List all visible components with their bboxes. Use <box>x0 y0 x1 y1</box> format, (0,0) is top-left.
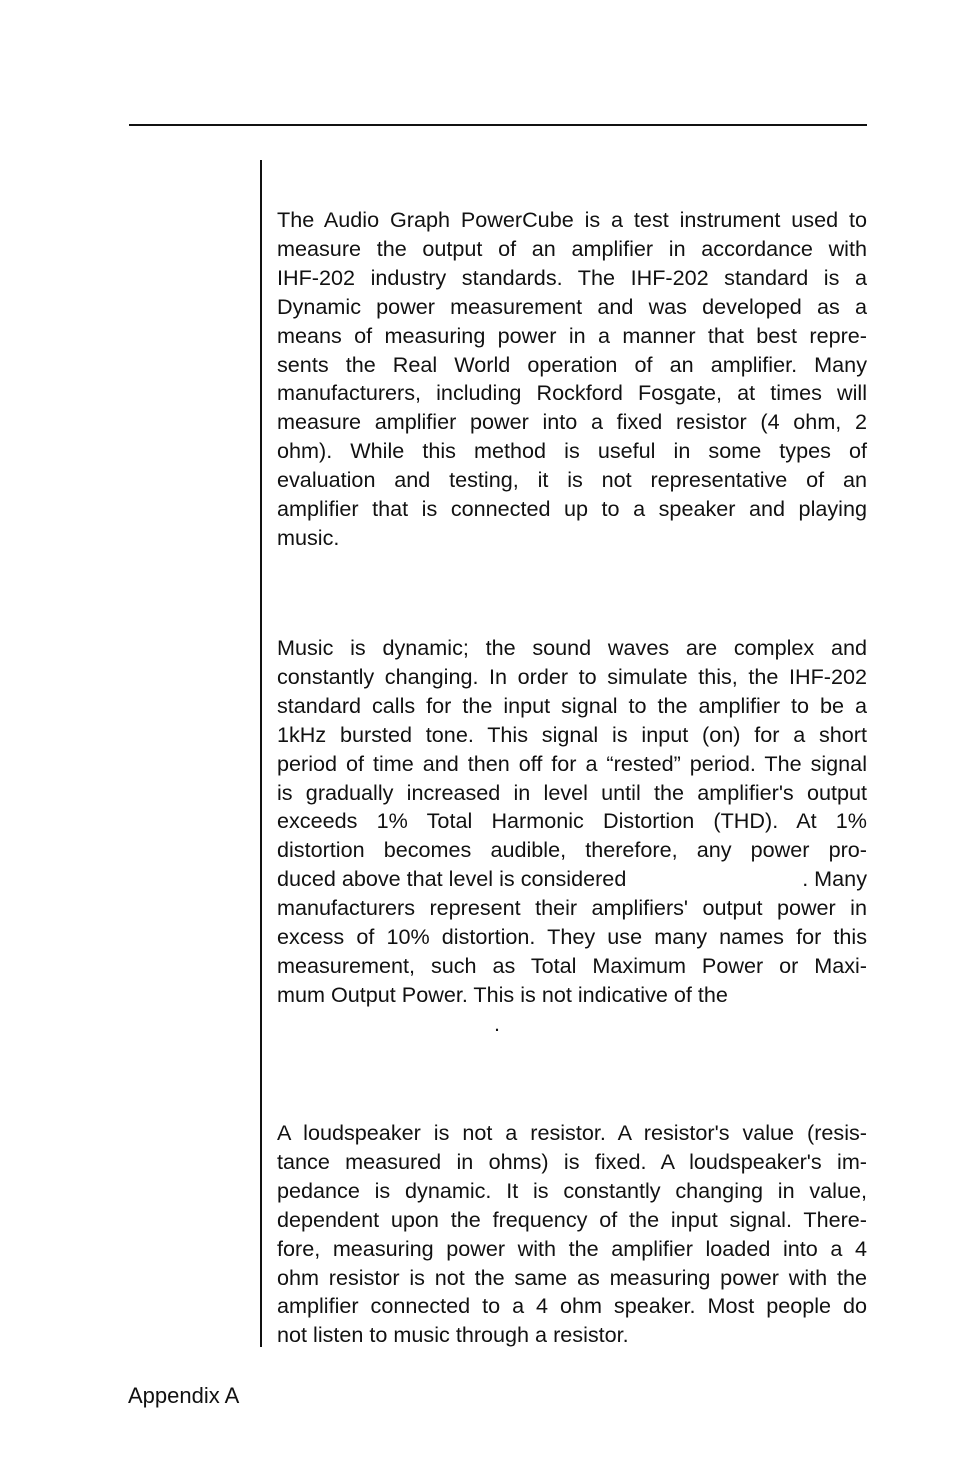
text-line: exceeds 1% Total Harmonic Distortion (THD). At 1% <box>277 808 867 834</box>
text-line: is gradually increased in level until the amplifier's output <box>277 779 867 805</box>
text-line: amplifier that is connected up to a speaker and playing <box>277 496 867 522</box>
text-line: sents the Real World operation of an amplifier. Many <box>277 351 867 377</box>
text-line: Music is dynamic; the sound waves are complex and <box>277 635 867 660</box>
text-line: ohm). While this method is useful in some types of <box>277 438 867 464</box>
text-line: manufacturers represent their amplifiers' output power in <box>277 895 867 921</box>
text-line: measurement, such as Total Maximum Power or Maxi- <box>277 952 867 978</box>
text-line: measure the output of an amplifier in accordance with <box>277 235 867 261</box>
text-line: means of measuring power in a manner that best repre- <box>277 322 867 348</box>
text-line: distortion becomes audible, therefore, any power pro- <box>277 837 867 863</box>
text-fragment: duced above that level is considered <box>277 866 627 892</box>
text-line-trailing-period: . <box>494 1010 500 1036</box>
text-line: evaluation and testing, it is not representative of an <box>277 467 867 493</box>
text-fragment: . Many <box>802 866 867 892</box>
text-line: manufacturers, including Rockford Fosgate, at times will <box>277 380 867 406</box>
text-line: dependent upon the frequency of the input signal. There- <box>277 1206 867 1232</box>
text-line: not listen to music through a resistor. <box>277 1322 629 1348</box>
header-rule <box>129 124 867 126</box>
text-line: constantly changing. In order to simulate this, the IHF-202 <box>277 663 867 689</box>
text-line: IHF-202 industry standards. The IHF-202 standard is a <box>277 264 867 290</box>
text-line: 1kHz bursted tone. This signal is input (on) for a short <box>277 721 867 747</box>
text-line: The Audio Graph PowerCube is a test instrument used to <box>277 207 867 232</box>
text-line: pedance is dynamic. It is constantly changing in value, <box>277 1177 867 1203</box>
text-line: tance measured in ohms) is fixed. A loudspeaker's im- <box>277 1148 867 1174</box>
text-line: A loudspeaker is not a resistor. A resistor's value (resis- <box>277 1120 867 1145</box>
text-line: Dynamic power measurement and was developed as a <box>277 293 867 319</box>
text-line: period of time and then off for a “rested” period. The signal <box>277 750 867 776</box>
text-line: mum Output Power. This is not indicative of the <box>277 981 728 1007</box>
paragraph-loudspeaker <box>277 1119 867 1350</box>
text-line: standard calls for the input signal to the amplifier to be a <box>277 692 867 718</box>
margin-rule <box>260 160 262 1347</box>
text-line: measure amplifier power into a fixed resistor (4 ohm, 2 <box>277 409 867 435</box>
text-line-gapped <box>277 865 867 894</box>
text-line: ohm resistor is not the same as measuring power with the <box>277 1264 867 1290</box>
text-line: amplifier connected to a 4 ohm speaker. Most people do <box>277 1293 867 1319</box>
text-line: excess of 10% distortion. They use many names for this <box>277 924 867 950</box>
paragraph-music-dynamic <box>277 634 867 1039</box>
text-line: fore, measuring power with the amplifier loaded into a 4 <box>277 1235 867 1261</box>
text-line: music. <box>277 524 340 550</box>
footer-appendix-label: Appendix A <box>128 1383 240 1408</box>
paragraph-powercube <box>277 206 867 553</box>
